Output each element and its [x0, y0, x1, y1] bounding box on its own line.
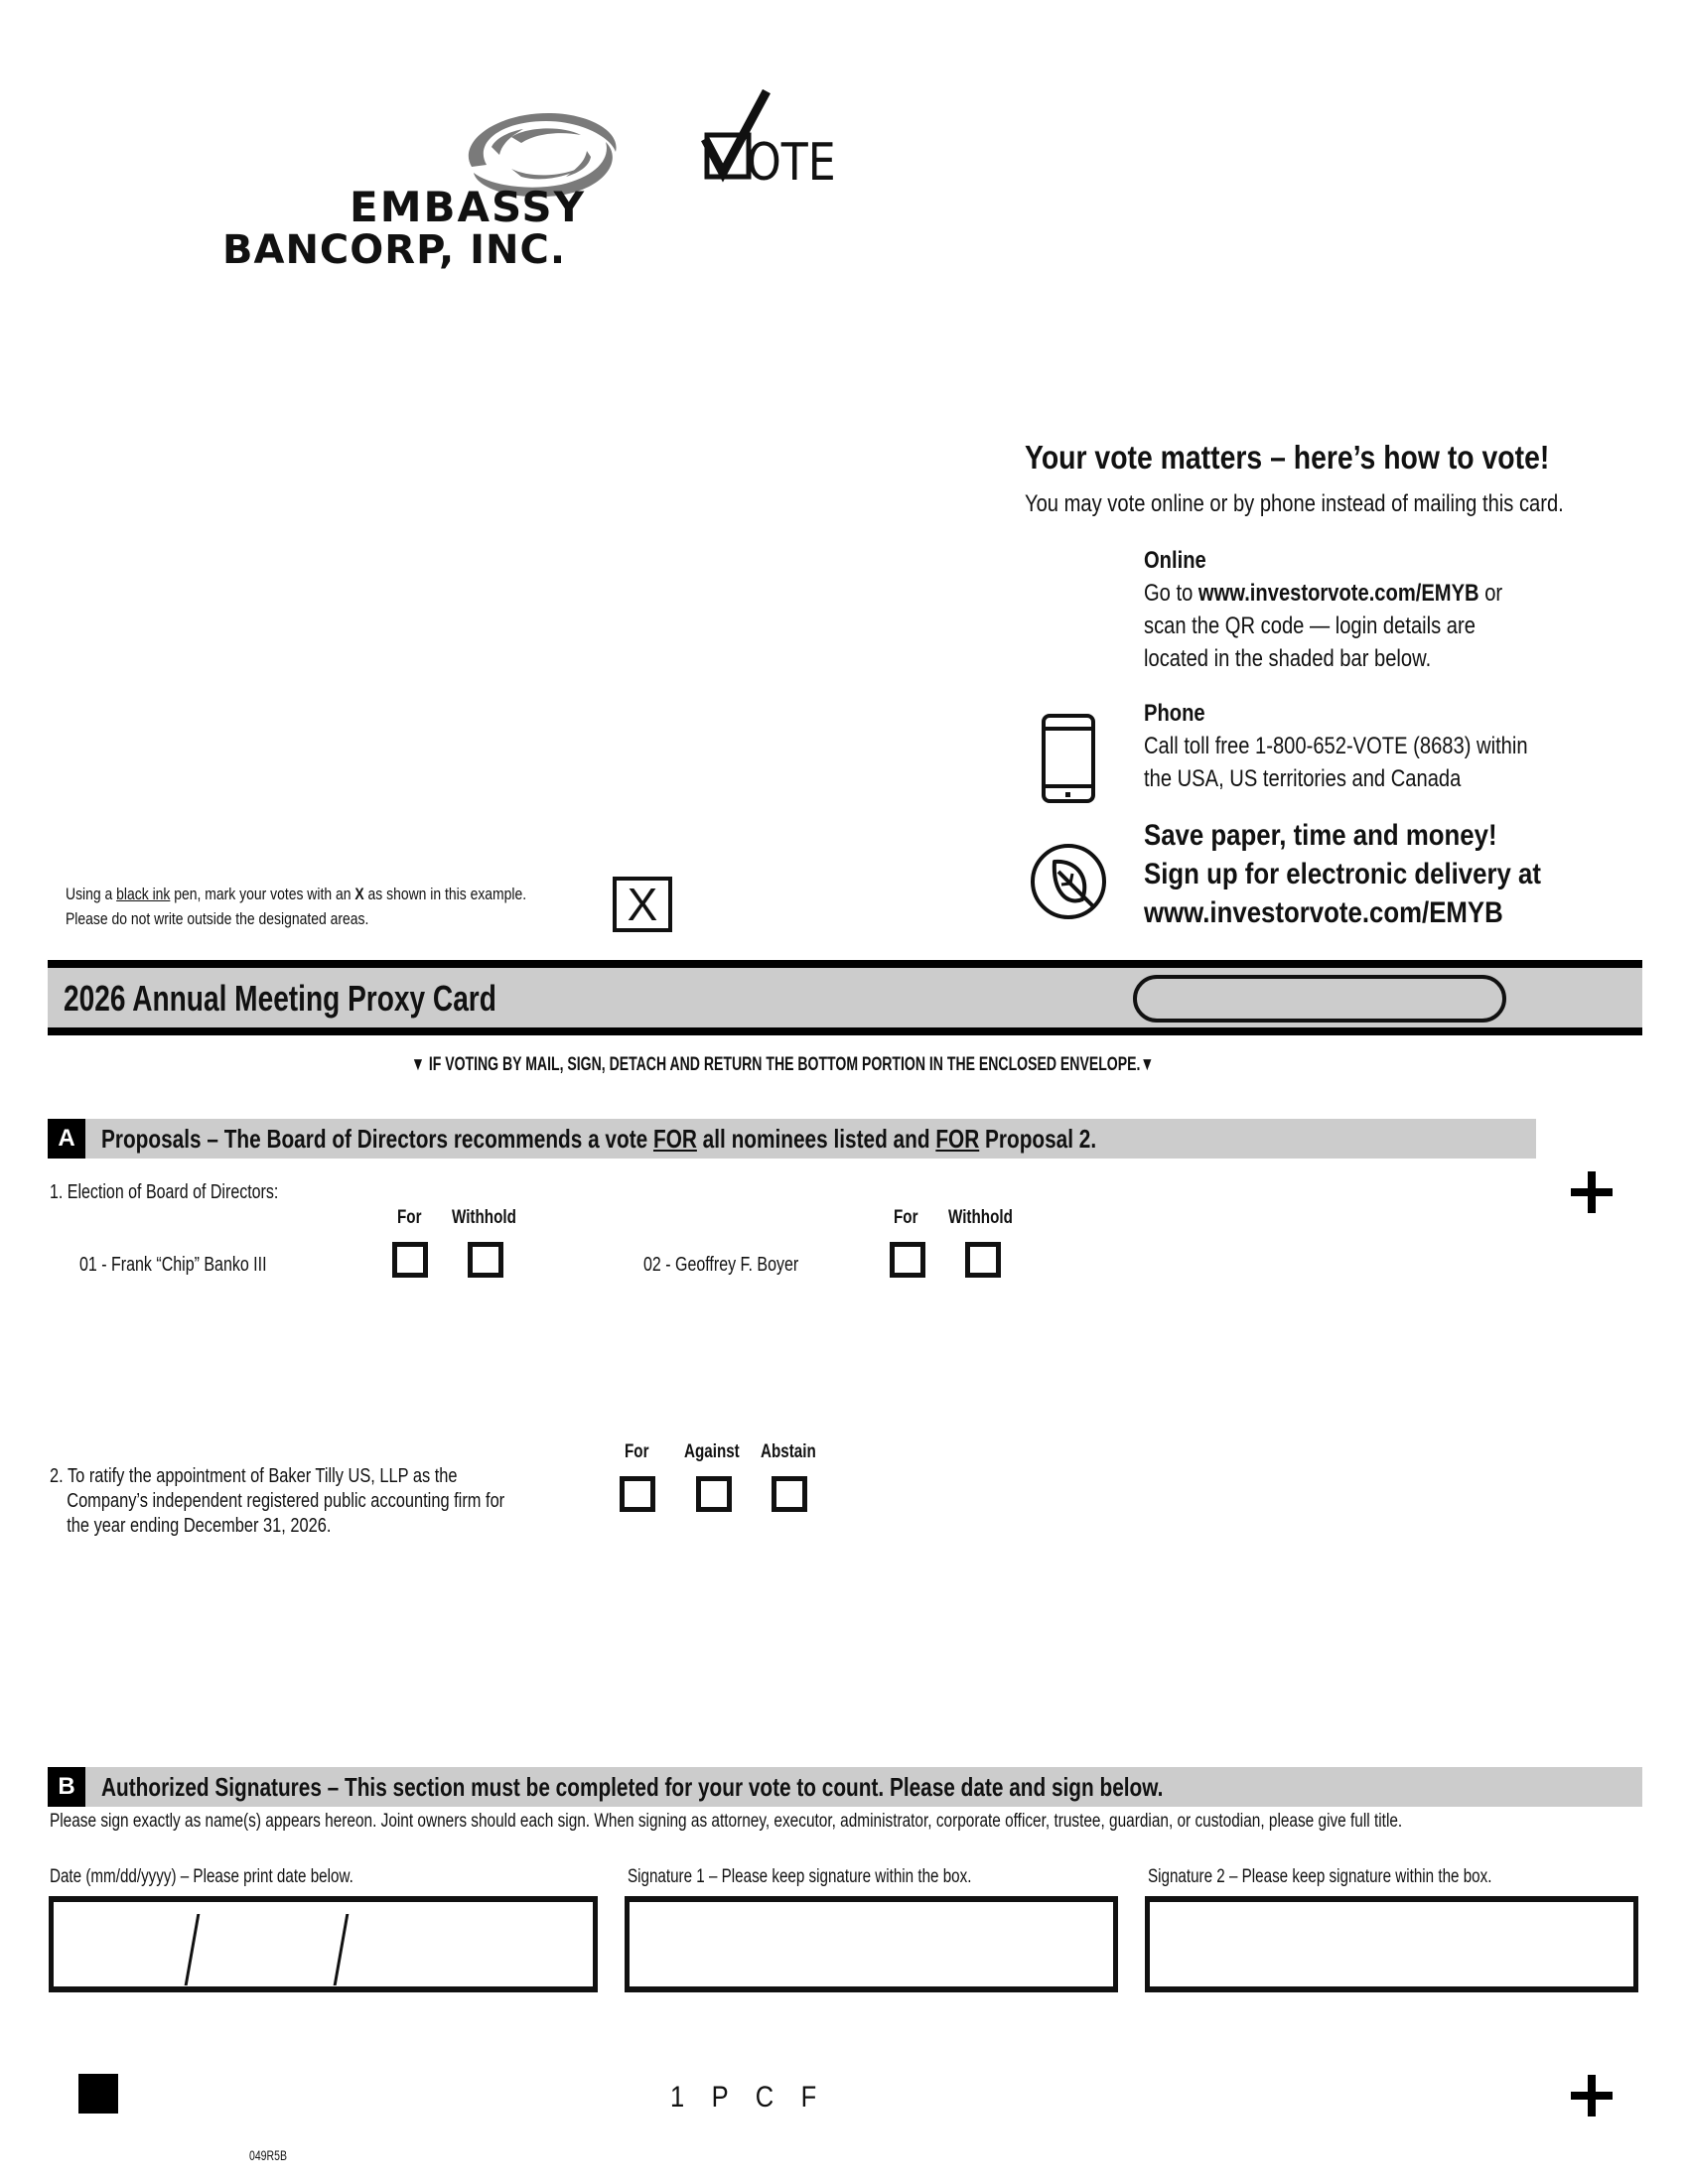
online-line2: scan the QR code — login details are	[1144, 613, 1476, 639]
registration-plus-mark-top	[1571, 1171, 1613, 1213]
ink-instructions	[66, 882, 526, 931]
date-separator-slash-2	[334, 1914, 350, 1985]
small-form-code: 049R5B	[249, 2147, 287, 2163]
detach-notice: ▼ IF VOTING BY MAIL, SIGN, DETACH AND RETURN THE BOTTOM PORTION IN THE ENCLOSED ENVELOPE.▼	[411, 1054, 1155, 1075]
nominee-1-for-checkbox[interactable]	[392, 1242, 428, 1278]
date-field-label: Date (mm/dd/yyyy) – Please print date below.	[50, 1866, 353, 1887]
registration-plus-mark-bottom	[1571, 2075, 1613, 2116]
section-a-title-for1: FOR	[652, 1124, 697, 1154]
proposal-2-against-header: Against	[684, 1441, 740, 1462]
ink-instructions-line1	[66, 882, 526, 906]
online-voting-block	[1144, 544, 1502, 675]
section-a-title	[101, 1124, 1096, 1155]
signature-2-label: Signature 2 – Please keep signature within the box.	[1148, 1866, 1492, 1887]
nominee-2-name: 02 - Geoffrey F. Boyer	[643, 1254, 799, 1276]
vote-matters-title: Your vote matters – here’s how to vote!	[1025, 439, 1550, 476]
vote-matters-subtitle: You may vote online or by phone instead of mailing this card.	[1025, 490, 1564, 517]
proposal-2-abstain-checkbox[interactable]	[772, 1476, 807, 1512]
proposal-2-abstain-header: Abstain	[761, 1441, 816, 1462]
nominee-1-withhold-header: Withhold	[452, 1207, 516, 1228]
proxy-bar-top-rule	[48, 960, 1642, 968]
ink-line1-underlined: black ink	[116, 885, 171, 903]
ink-line1-mid: pen, mark your votes with an	[170, 885, 355, 903]
control-number-field	[1133, 975, 1506, 1023]
registration-block-mark	[78, 2074, 118, 2114]
vote-logo	[701, 89, 860, 199]
nominee-2-for-checkbox[interactable]	[890, 1242, 925, 1278]
edelivery-url-link[interactable]: www.investorvote.com/EMYB	[1144, 896, 1503, 929]
proposal-2-line3: the year ending December 31, 2026.	[67, 1515, 332, 1537]
nominee-2-for-header: For	[894, 1207, 918, 1228]
company-name-line2: BANCORP, INC.	[222, 227, 567, 273]
ink-line1-suffix: as shown in this example.	[363, 885, 527, 903]
section-a-title-for2: FOR	[935, 1124, 980, 1154]
phone-line2: the USA, US territories and Canada	[1144, 765, 1462, 792]
online-heading: Online	[1144, 547, 1206, 574]
online-line1-suffix: or	[1478, 580, 1503, 607]
section-a-title-suffix: Proposal 2.	[979, 1124, 1097, 1154]
proposal-2-text	[50, 1464, 504, 1539]
nominee-2-withhold-checkbox[interactable]	[965, 1242, 1001, 1278]
nominee-1-withhold-checkbox[interactable]	[468, 1242, 503, 1278]
proposal-2-line2: Company’s independent registered public accounting firm for	[67, 1490, 505, 1512]
company-name-line1: EMBASSY	[350, 183, 587, 231]
edelivery-line1: Save paper, time and money!	[1144, 819, 1497, 852]
online-line1	[1144, 577, 1502, 610]
section-b-badge: B	[48, 1767, 85, 1807]
vote-logo-text: OTE	[747, 133, 836, 193]
section-a-badge: A	[48, 1119, 85, 1159]
proposal-2-against-checkbox[interactable]	[696, 1476, 732, 1512]
proxy-bar-bottom-rule	[48, 1027, 1642, 1035]
phone-line1: Call toll free 1-800-652-VOTE (8683) within	[1144, 733, 1528, 759]
phone-heading: Phone	[1144, 700, 1205, 727]
nominee-1-name: 01 - Frank “Chip” Banko III	[79, 1254, 267, 1276]
online-url-link[interactable]: www.investorvote.com/EMYB	[1197, 580, 1479, 607]
nominee-1-for-header: For	[397, 1207, 422, 1228]
proposal-1-label: 1. Election of Board of Directors:	[50, 1181, 279, 1203]
signature-1-box[interactable]	[625, 1896, 1118, 1992]
section-a-title-mid: all nominees listed and	[696, 1124, 936, 1154]
signature-2-box[interactable]	[1145, 1896, 1638, 1992]
ink-line1-prefix: Using a	[66, 885, 117, 903]
online-line1-prefix: Go to	[1144, 580, 1198, 607]
section-a-title-prefix: Proposals – The Board of Directors recommends a vote	[101, 1124, 653, 1154]
example-mark-box: X	[613, 877, 672, 932]
proposal-2-for-checkbox[interactable]	[620, 1476, 655, 1512]
edelivery-line2: Sign up for electronic delivery at	[1144, 858, 1542, 890]
signature-1-label: Signature 1 – Please keep signature within the box.	[628, 1866, 972, 1887]
signature-instructions: Please sign exactly as name(s) appears hereon. Joint owners should each sign. When signing as attorney, executor, administrator, corporate officer, trustee, guardian, or custodian, please give full title.	[50, 1811, 1403, 1832]
date-separator-slash-1	[185, 1914, 201, 1985]
proxy-card-title: 2026 Annual Meeting Proxy Card	[64, 978, 496, 1019]
section-b-title: Authorized Signatures – This section must be completed for your vote to count. Please date and sign below.	[101, 1772, 1164, 1802]
proposal-2-line1: 2. To ratify the appointment of Baker Tilly US, LLP as the	[50, 1465, 458, 1487]
date-input-box[interactable]	[49, 1896, 598, 1992]
smartphone-icon	[1041, 713, 1096, 804]
proposal-2-for-header: For	[625, 1441, 649, 1462]
form-code: 1 P C F	[670, 2081, 827, 2114]
online-line3: located in the shaded bar below.	[1144, 645, 1432, 672]
edelivery-block	[1144, 816, 1541, 932]
nominee-2-withhold-header: Withhold	[948, 1207, 1013, 1228]
ink-line1-bold: X	[354, 885, 364, 903]
phone-voting-block	[1144, 697, 1528, 795]
leaf-icon	[1029, 842, 1108, 921]
ink-instructions-line2: Please do not write outside the designated areas.	[66, 909, 369, 928]
